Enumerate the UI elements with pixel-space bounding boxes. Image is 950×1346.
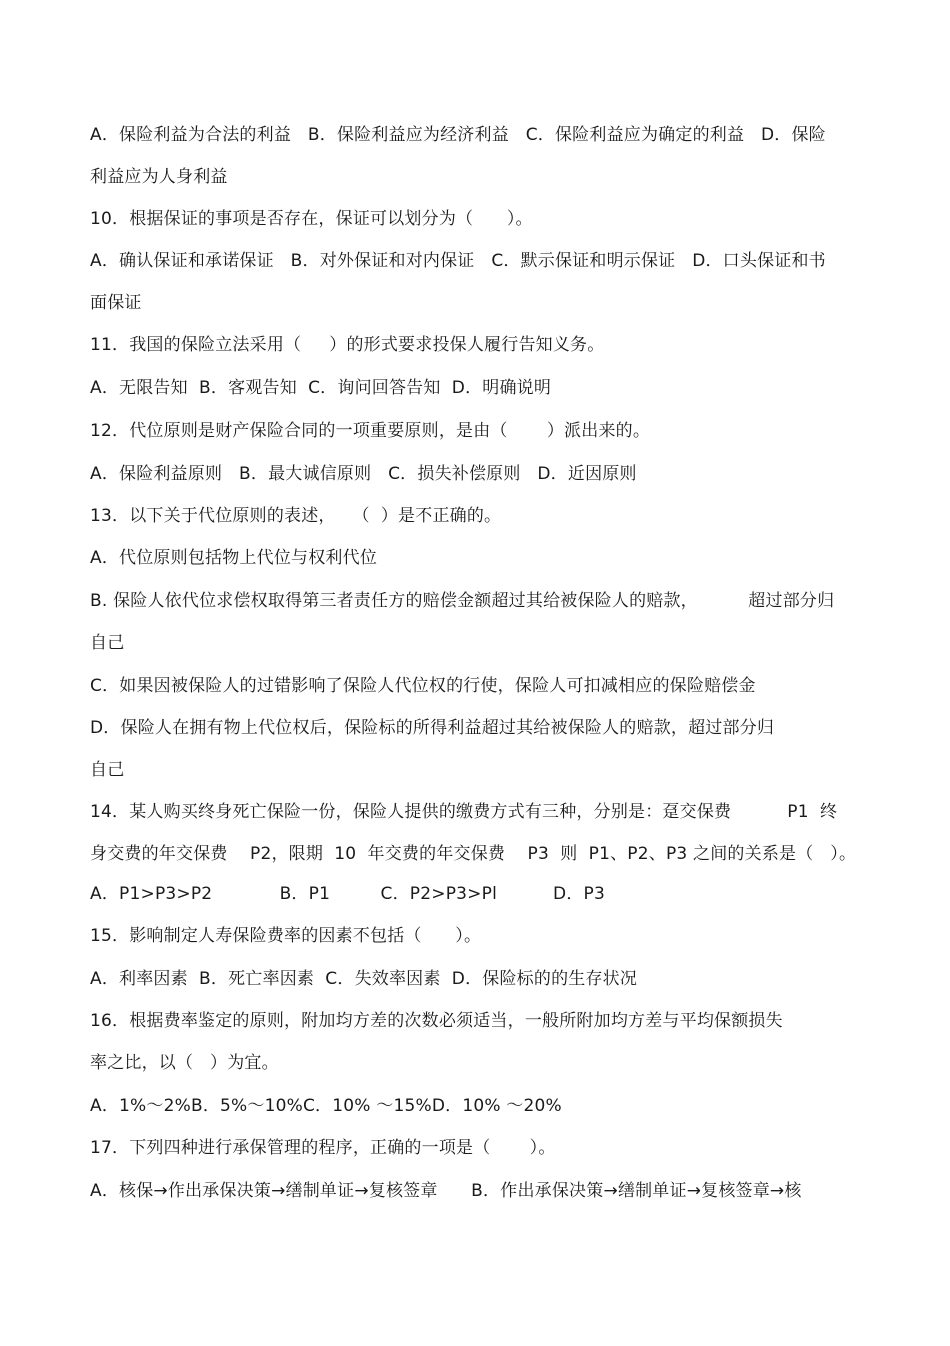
q12-question: 12．代位原则是财产保险合同的一项重要原则，是由（ ）派出来的。 xyxy=(90,421,651,441)
q11-options: A．无限告知 B．客观告知 C．询问回答告知 D．明确说明 xyxy=(90,378,552,398)
q13-option-a: A．代位原则包括物上代位与权利代位 xyxy=(90,548,378,568)
q17-question: 17．下列四种进行承保管理的程序，正确的一项是（ ）。 xyxy=(90,1138,556,1158)
q16-question-line-2: 率之比，以（ ）为宜。 xyxy=(90,1053,279,1073)
q13-option-d-line-2: 自己 xyxy=(90,760,125,780)
q11-question: 11．我国的保险立法采用（ ）的形式要求投保人履行告知义务。 xyxy=(90,335,605,355)
q15-options: A．利率因素 B．死亡率因素 C．失效率因素 D．保险标的的生存状况 xyxy=(90,969,638,989)
q12-options: A．保险利益原则 B．最大诚信原则 C．损失补偿原则 D．近因原则 xyxy=(90,464,637,484)
q9-options-line-2: 利益应为人身利益 xyxy=(90,167,228,187)
q10-options-line-1: A．确认保证和承诺保证 B．对外保证和对内保证 C．默示保证和明示保证 D．口头保证和书 xyxy=(90,251,826,271)
q16-question-line-1: 16．根据费率鉴定的原则，附加均方差的次数必须适当，一般所附加均方差与平均保额损失 xyxy=(90,1011,783,1031)
q13-option-b-line-1: B. 保险人依代位求偿权取得第三者责任方的赔偿金额超过其给被保险人的赔款， 超过部分归 xyxy=(90,591,835,611)
q13-question: 13．以下关于代位原则的表述， （ ）是不正确的。 xyxy=(90,506,502,526)
q10-question: 10．根据保证的事项是否存在，保证可以划分为（ ）。 xyxy=(90,209,533,229)
q13-option-b-line-2: 自己 xyxy=(90,633,125,653)
q16-options: A．1%～2%B．5%～10%C．10% ～15%D．10% ～20% xyxy=(90,1096,562,1116)
q14-question-line-1: 14．某人购买终身死亡保险一份，保险人提供的缴费方式有三种，分别是：趸交保费 P1 终 xyxy=(90,802,838,822)
q10-options-line-2: 面保证 xyxy=(90,293,142,313)
q17-options-line-1: A．核保→作出承保决策→缮制单证→复核签章 B．作出承保决策→缮制单证→复核签章→核 xyxy=(90,1181,802,1201)
q13-option-d-line-1: D．保险人在拥有物上代位权后，保险标的所得利益超过其给被保险人的赔款，超过部分归 xyxy=(90,718,775,738)
q14-question-line-2: 身交费的年交保费 P2，限期 10 年交费的年交保费 P3 则 P1、P2、P3 之间的关系是（ ）。 xyxy=(90,844,857,864)
q9-options-line-1: A．保险利益为合法的利益 B．保险利益应为经济利益 C．保险利益应为确定的利益 D．保险 xyxy=(90,125,826,145)
q14-options: A．P1>P3>P2 B．P1 C．P2>P3>Pl D．P3 xyxy=(90,884,605,904)
q15-question: 15．影响制定人寿保险费率的因素不包括（ ）。 xyxy=(90,926,482,946)
q13-option-c: C．如果因被保险人的过错影响了保险人代位权的行使，保险人可扣减相应的保险赔偿金 xyxy=(90,676,756,696)
